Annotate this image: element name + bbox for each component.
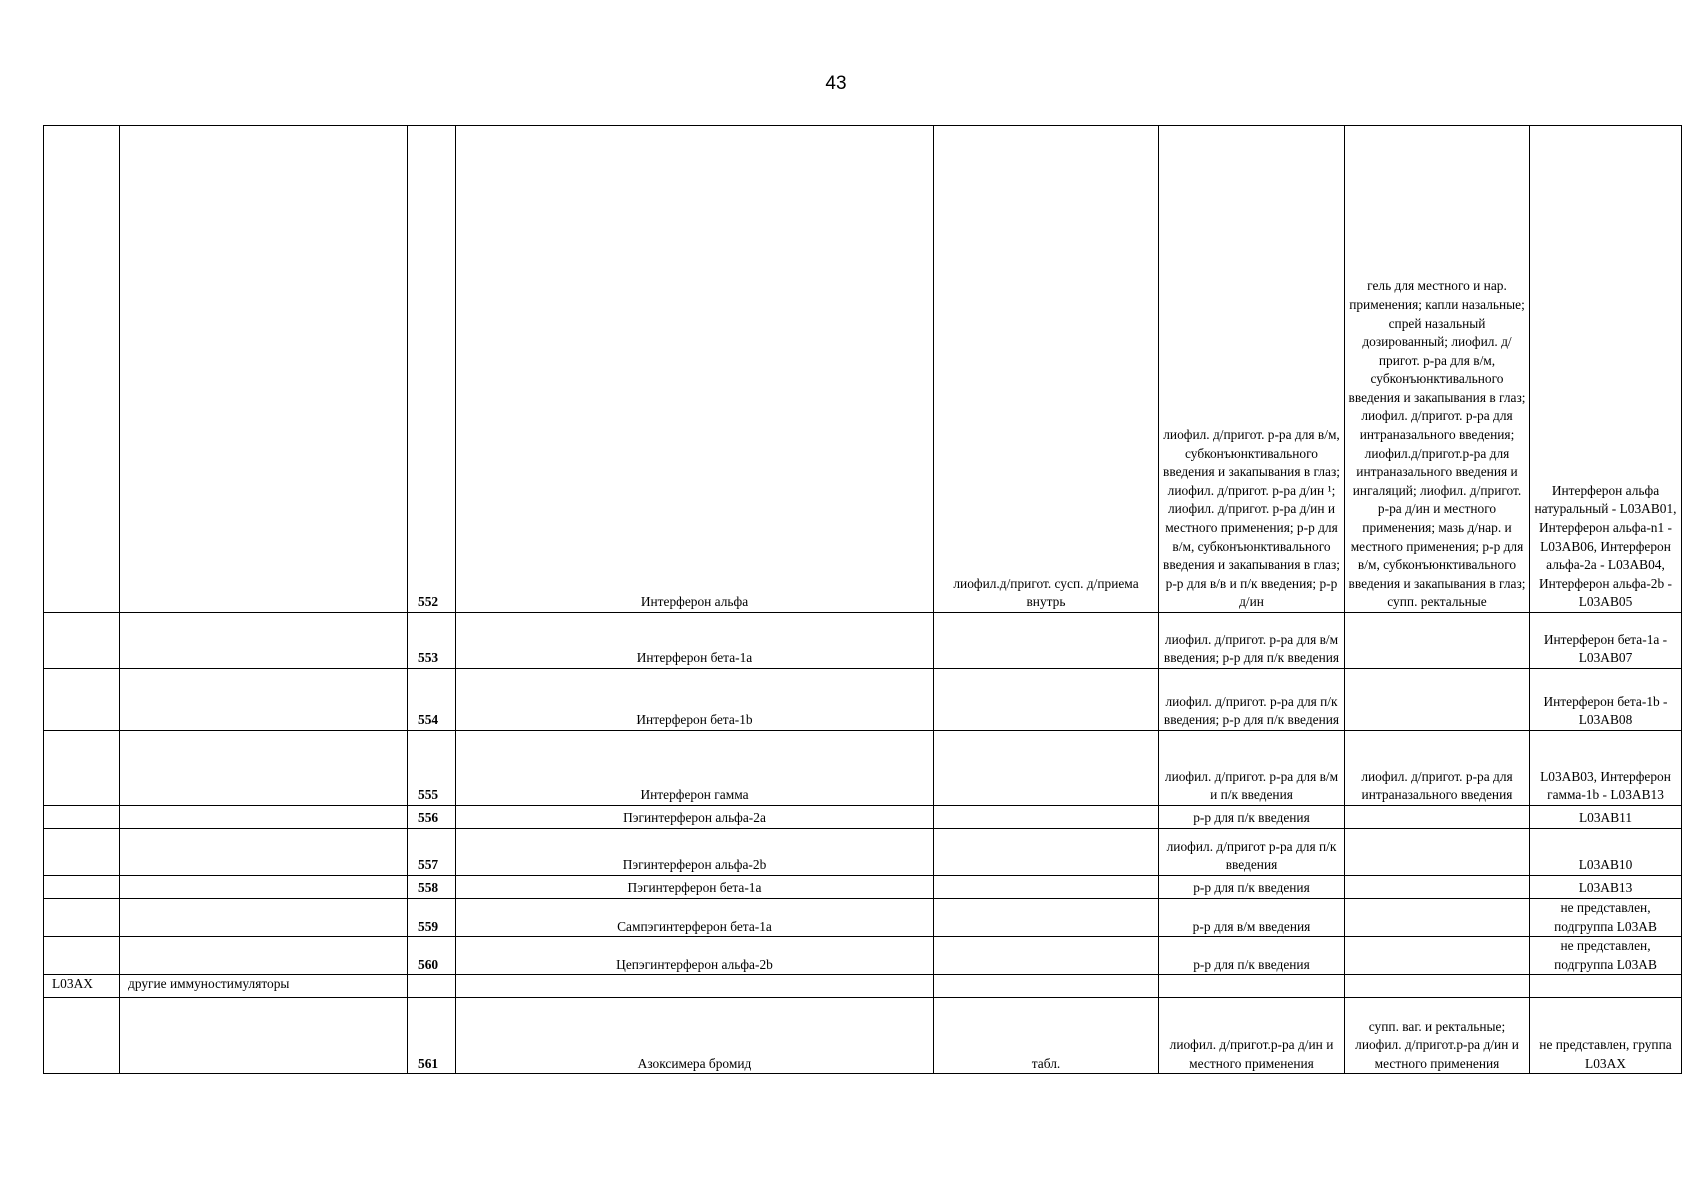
- empty-cell: [44, 829, 120, 876]
- table-row: [44, 899, 1682, 937]
- empty-cell: [1345, 975, 1530, 998]
- dosage-forms-cell: р-р для в/м введения: [1159, 899, 1345, 937]
- row-number-cell: 554: [408, 669, 456, 731]
- empty-cell: [44, 669, 120, 731]
- drug-name-cell: Азоксимера бромид: [456, 998, 934, 1074]
- dosage-forms-cell: лиофил. д/пригот. р-ра для в/м, субконъюнктивального введения и закапывания в глаз; лиофил. д/пригот. р-ра д/ин ¹; лиофил. д/пригот. р-ра д/ин и местного применения; р-р для в/м, субконъюнктивального введения и закапывания в глаз; р-р для в/в и п/к введения; р-р д/ин: [1159, 126, 1345, 613]
- atc-code-cell: не представлен, подгруппа L03AB: [1530, 899, 1682, 937]
- drug-name-cell: Сампэгинтерферон бета-1a: [456, 899, 934, 937]
- empty-cell: [120, 731, 408, 806]
- table-row: [44, 613, 1682, 669]
- atc-code-cell: L03AB11: [1530, 806, 1682, 829]
- atc-code-cell: Интерферон бета-1b - L03AB08: [1530, 669, 1682, 731]
- table-row: [44, 731, 1682, 806]
- dosage-forms-cell: р-р для п/к введения: [1159, 937, 1345, 975]
- dosage-forms-cell: лиофил. д/пригот. р-ра для п/к введения; р-р для п/к введения: [1159, 669, 1345, 731]
- empty-cell: [120, 937, 408, 975]
- additional-forms-cell: лиофил. д/пригот. р-ра для интраназального введения: [1345, 731, 1530, 806]
- additional-forms-cell: гель для местного и нар. применения; капли назальные; спрей назальный дозированный; лиофил. д/пригот. р-ра для в/м, субконъюнктивального введения и закапывания в глаз; лиофил. д/пригот. р-ра для интраназального введения; лиофил.д/пригот.р-ра для интраназального введения и ингаляций; лиофил. д/пригот. р-ра д/ин и местного применения; мазь д/нар. и местного применения; р-р для в/м, субконъюнктивального введения и закапывания в глаз; супп. ректальные: [1345, 126, 1530, 613]
- empty-cell: [44, 876, 120, 899]
- additional-forms-cell: супп. ваг. и ректальные; лиофил. д/пригот.р-ра д/ин и местного применения: [1345, 998, 1530, 1074]
- empty-cell: [44, 937, 120, 975]
- row-number-cell: 557: [408, 829, 456, 876]
- table-row: [44, 126, 1682, 613]
- table-body: [44, 126, 1682, 1074]
- empty-cell: [44, 998, 120, 1074]
- empty-cell: [934, 975, 1159, 998]
- empty-cell: [120, 126, 408, 613]
- dosage-forms-cell: р-р для п/к введения: [1159, 806, 1345, 829]
- oral-form-cell: [934, 937, 1159, 975]
- empty-cell: [44, 806, 120, 829]
- drug-name-cell: Пэгинтерферон альфа-2a: [456, 806, 934, 829]
- oral-form-cell: лиофил.д/пригот. сусп. д/приема внутрь: [934, 126, 1159, 613]
- empty-cell: [408, 975, 456, 998]
- table-row: [44, 998, 1682, 1074]
- empty-cell: [120, 876, 408, 899]
- drug-table: [43, 125, 1682, 1074]
- drug-name-cell: Интерферон гамма: [456, 731, 934, 806]
- table-row: [44, 876, 1682, 899]
- oral-form-cell: [934, 613, 1159, 669]
- group-code-cell: L03AX: [44, 975, 120, 998]
- row-number-cell: 555: [408, 731, 456, 806]
- additional-forms-cell: [1345, 669, 1530, 731]
- empty-cell: [44, 613, 120, 669]
- atc-code-cell: L03AB10: [1530, 829, 1682, 876]
- empty-cell: [1530, 975, 1682, 998]
- drug-name-cell: Пэгинтерферон бета-1a: [456, 876, 934, 899]
- additional-forms-cell: [1345, 937, 1530, 975]
- empty-cell: [1159, 975, 1345, 998]
- drug-name-cell: Цепэгинтерферон альфа-2b: [456, 937, 934, 975]
- atc-code-cell: не представлен, группа L03AX: [1530, 998, 1682, 1074]
- dosage-forms-cell: лиофил. д/пригот. р-ра для в/м и п/к введения: [1159, 731, 1345, 806]
- additional-forms-cell: [1345, 613, 1530, 669]
- additional-forms-cell: [1345, 829, 1530, 876]
- empty-cell: [44, 731, 120, 806]
- empty-cell: [120, 899, 408, 937]
- atc-code-cell: L03AB03, Интерферон гамма-1b - L03AB13: [1530, 731, 1682, 806]
- table-row: [44, 937, 1682, 975]
- dosage-forms-cell: лиофил. д/пригот.р-ра д/ин и местного применения: [1159, 998, 1345, 1074]
- oral-form-cell: [934, 669, 1159, 731]
- row-number-cell: 561: [408, 998, 456, 1074]
- atc-code-cell: Интерферон бета-1a - L03AB07: [1530, 613, 1682, 669]
- atc-code-cell: не представлен, подгруппа L03AB: [1530, 937, 1682, 975]
- drug-name-cell: Интерферон бета-1a: [456, 613, 934, 669]
- additional-forms-cell: [1345, 806, 1530, 829]
- oral-form-cell: [934, 806, 1159, 829]
- atc-code-cell: L03AB13: [1530, 876, 1682, 899]
- group-name-cell: другие иммуностимуляторы: [120, 975, 408, 998]
- row-number-cell: 558: [408, 876, 456, 899]
- empty-cell: [120, 669, 408, 731]
- empty-cell: [44, 126, 120, 613]
- additional-forms-cell: [1345, 899, 1530, 937]
- oral-form-cell: [934, 829, 1159, 876]
- drug-name-cell: Пэгинтерферон альфа-2b: [456, 829, 934, 876]
- oral-form-cell: табл.: [934, 998, 1159, 1074]
- atc-code-cell: Интерферон альфа натуральный - L03AB01, Интерферон альфа-n1 - L03AB06, Интерферон альфа-2a - L03AB04, Интерферон альфа-2b - L03AB05: [1530, 126, 1682, 613]
- oral-form-cell: [934, 731, 1159, 806]
- empty-cell: [44, 899, 120, 937]
- empty-cell: [456, 975, 934, 998]
- oral-form-cell: [934, 876, 1159, 899]
- empty-cell: [120, 829, 408, 876]
- row-number-cell: 552: [408, 126, 456, 613]
- table-row: [44, 806, 1682, 829]
- drug-name-cell: Интерферон бета-1b: [456, 669, 934, 731]
- dosage-forms-cell: лиофил. д/пригот. р-ра для в/м введения; р-р для п/к введения: [1159, 613, 1345, 669]
- row-number-cell: 553: [408, 613, 456, 669]
- empty-cell: [120, 613, 408, 669]
- drug-name-cell: Интерферон альфа: [456, 126, 934, 613]
- row-number-cell: 560: [408, 937, 456, 975]
- table-row: [44, 829, 1682, 876]
- empty-cell: [120, 998, 408, 1074]
- dosage-forms-cell: р-р для п/к введения: [1159, 876, 1345, 899]
- additional-forms-cell: [1345, 876, 1530, 899]
- row-number-cell: 556: [408, 806, 456, 829]
- oral-form-cell: [934, 899, 1159, 937]
- page-number: 43: [825, 73, 847, 94]
- group-row: [44, 975, 1682, 998]
- empty-cell: [120, 806, 408, 829]
- row-number-cell: 559: [408, 899, 456, 937]
- table-row: [44, 669, 1682, 731]
- dosage-forms-cell: лиофил. д/пригот р-ра для п/к введения: [1159, 829, 1345, 876]
